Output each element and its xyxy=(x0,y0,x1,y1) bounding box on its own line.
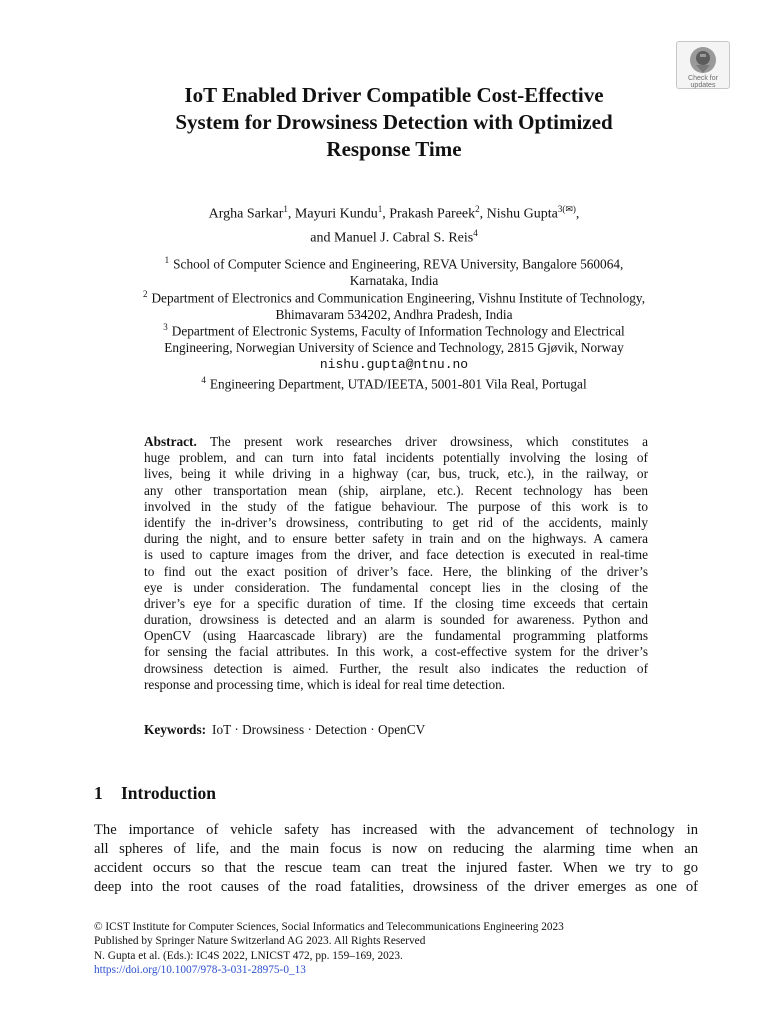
intro-line: accident occurs so that the rescue team can treat the injured faster. When we try to go xyxy=(94,860,698,876)
author-list xyxy=(94,200,694,247)
abstract-line: The present work researches driver drowsiness, which constitutes a xyxy=(209,434,648,449)
affiliation-number: 1 xyxy=(164,255,170,265)
author-name: , Prakash Pareek xyxy=(382,206,476,222)
copyright-footer xyxy=(94,920,698,977)
abstract-line: drowsiness detection is aimed. Further, the result also indicates the reduction of xyxy=(144,660,648,676)
author-superscript: 4 xyxy=(473,227,478,238)
footer-publisher: Published by Springer Nature Switzerland AG 2023. All Rights Reserved xyxy=(94,935,426,948)
footer-copyright: © ICST Institute for Computer Sciences, Social Informatics and Telecommunications Engineering 2023 xyxy=(94,921,564,933)
abstract xyxy=(144,434,648,693)
crossmark-icon xyxy=(688,45,718,75)
affiliation-3 xyxy=(94,319,694,373)
keywords-text: IoT · Drowsiness · Detection · OpenCV xyxy=(212,722,426,737)
abstract-line: to find out the exact position of driver’s face. Here, the blinking of the driver’s xyxy=(144,563,648,579)
abstract-line: duration, drowsiness is detected and an alarm is sounded for awareness. Python and xyxy=(144,612,648,628)
title-line-2: System for Drowsiness Detection with Optimized xyxy=(175,110,613,134)
badge-line-2: updates xyxy=(690,82,716,89)
author-superscript: 1 xyxy=(377,204,383,214)
affiliation-number: 3 xyxy=(163,322,168,332)
badge-line-1: Check for xyxy=(688,75,718,82)
title-line-3: Response Time xyxy=(326,137,462,161)
affiliation-1 xyxy=(94,252,694,289)
intro-line: all spheres of life, and the main focus is now on reducing the alarming time when an xyxy=(94,841,698,857)
abstract-line: huge problem, and can turn into fatal incidents potentially involving the losing of xyxy=(144,450,648,466)
intro-line: The importance of vehicle safety has increased with the advancement of technology in xyxy=(94,822,698,838)
affiliation-text: Karnataka, India xyxy=(349,273,439,289)
author-separator: , xyxy=(575,206,580,222)
author-email[interactable]: nishu.gupta@ntnu.no xyxy=(319,357,469,373)
author-name: Argha Sarkar xyxy=(208,206,284,222)
affiliation-text: Bhimavaram 534202, Andhra Pradesh, India xyxy=(275,307,513,323)
title-line-1: IoT Enabled Driver Compatible Cost-Effective xyxy=(184,83,604,107)
abstract-line: driver’s eye for a specific duration of time. If the closing time exceeds that certain xyxy=(144,595,648,611)
authors-line-2 xyxy=(94,224,694,248)
abstract-line: is used to capture images from the driver, and face detection is executed in real-time xyxy=(144,547,648,563)
section-title: Introduction xyxy=(121,783,216,803)
paper-title xyxy=(94,82,694,163)
affiliation-text: School of Computer Science and Engineering, REVA University, Bangalore 560064, xyxy=(173,256,624,272)
affiliation-4 xyxy=(94,372,694,392)
affiliation-number: 4 xyxy=(201,375,206,385)
abstract-line: eye is under consideration. The fundamental concept lies in the closing of the xyxy=(144,579,648,595)
author-name: and Manuel J. Cabral S. Reis xyxy=(310,230,474,246)
authors-line-1 xyxy=(94,200,694,224)
affiliation-text: Engineering, Norwegian University of Science and Technology, 2815 Gjøvik, Norway xyxy=(164,340,624,356)
abstract-line: any other transportation mean (ship, airplane, etc.). Recent technology has been xyxy=(144,482,648,498)
author-name: , Mayuri Kundu xyxy=(287,206,378,222)
affiliation-text: Engineering Department, UTAD/IEETA, 5001-801 Vila Real, Portugal xyxy=(209,376,587,392)
abstract-line: identify the in-driver’s drowsiness, contributing to get rid of the accidents, mainly xyxy=(144,514,648,530)
author-superscript: 2 xyxy=(475,204,480,214)
affiliation-number: 2 xyxy=(142,289,148,299)
abstract-label: Abstract. xyxy=(144,434,197,449)
abstract-line: for sensing the facial attributes. In this work, a cost-effective system for the driver’s xyxy=(144,644,648,660)
doi-link[interactable]: https://doi.org/10.1007/978-3-031-28975-0_13 xyxy=(94,963,306,976)
section-heading xyxy=(94,782,216,804)
author-superscript: 1 xyxy=(283,204,288,214)
abstract-line: during the night, and to ensure better safety in train and on the highways. A camera xyxy=(144,531,648,547)
abstract-line: lives, being it while driving in a highway (car, bus, truck, etc.), in the railway, or xyxy=(144,466,648,482)
affiliation-text: Department of Electronic Systems, Faculty of Information Technology and Electrical xyxy=(171,323,625,339)
keywords-label: Keywords: xyxy=(144,722,207,737)
author-name: , Nishu Gupta xyxy=(479,206,558,222)
corresponding-author-superscript[interactable]: 3(✉) xyxy=(557,204,576,214)
intro-line: deep into the root causes of the road fatalities, drowsiness of the driver emerges as one of xyxy=(94,879,698,895)
affiliation-text: Department of Electronics and Communication Engineering, Vishnu Institute of Technology, xyxy=(151,290,646,306)
intro-paragraph xyxy=(94,821,698,897)
footer-citation: N. Gupta et al. (Eds.): IC4S 2022, LNICST 472, pp. 159–169, 2023. xyxy=(94,949,403,962)
abstract-line: OpenCV (using Haarcascade library) are the fundamental programming platforms xyxy=(144,628,648,644)
section-number: 1 xyxy=(94,783,103,803)
abstract-line: involved in the study of the fatigue behaviour. The purpose of this work is to xyxy=(144,498,648,514)
affiliation-2 xyxy=(94,286,694,323)
keywords xyxy=(144,721,648,738)
abstract-line: response and processing time, which is ideal for real time detection. xyxy=(144,676,506,692)
